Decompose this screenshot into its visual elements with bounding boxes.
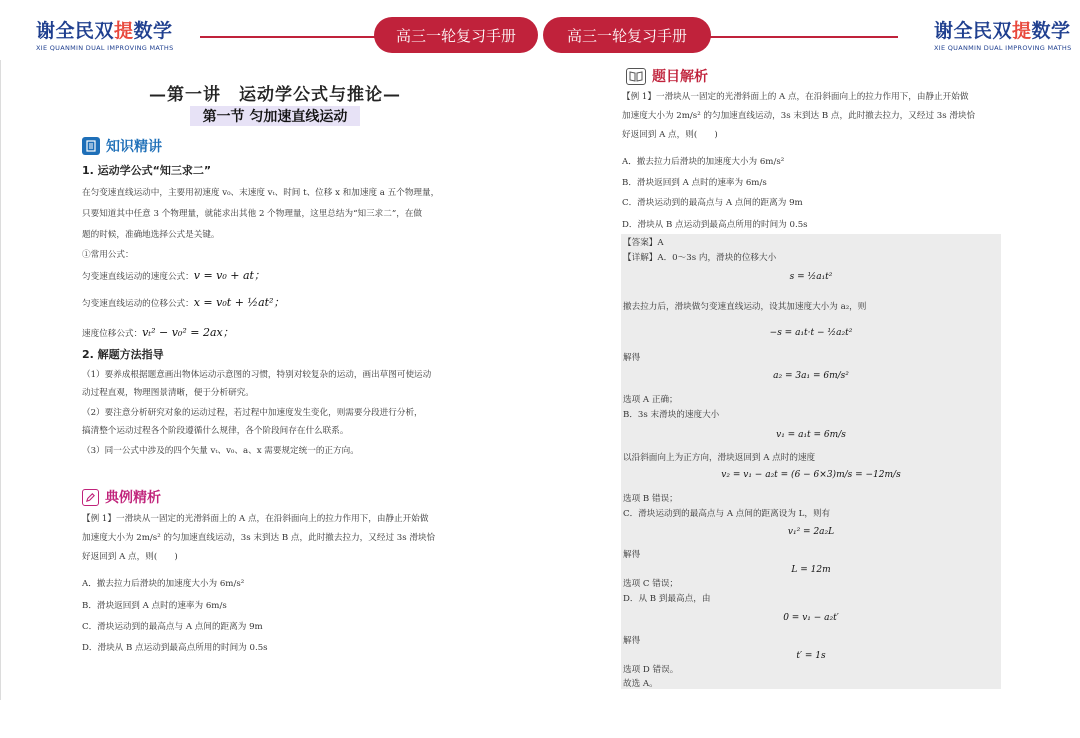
sub-heading-2: 2. 解题方法指导 — [82, 348, 164, 361]
header-banner-left: 高三一轮复习手册 — [374, 17, 538, 53]
logo-text-c: 数学 — [133, 20, 173, 42]
equation-9: t′ = 1s — [796, 651, 826, 661]
analysis-stem-line: 【例 1】一滑块从一固定的光滑斜面上的 A 点，在沿斜面向上的拉力作用下，由静止开始做 — [622, 92, 969, 102]
formula-expression: v = v₀ + at； — [193, 269, 265, 282]
analysis-line: C．滑块运动到的最高点与 A 点间的距离设为 L，则有 — [623, 509, 831, 519]
equation-4: v₁ = a₁t = 6m/s — [776, 430, 846, 440]
equation-7: L = 12m — [791, 565, 831, 575]
examples-heading — [82, 487, 161, 507]
equation-3: a₂ = 3a₁ = 6m/s² — [773, 371, 849, 381]
velocity-displacement-formula — [82, 324, 234, 340]
analysis-line: 选项 D 错误。 — [623, 665, 679, 675]
analysis-line: 以沿斜面向上为正方向，滑块返回到 A 点时的速度 — [623, 453, 816, 463]
example-stem-line: 加速度大小为 2m/s² 的匀加速直线运动，3s 末到达 B 点，此时撤去拉力，又经过 3s 滑块恰 — [82, 533, 436, 543]
section-title: 第一节 匀加速直线运动 — [190, 106, 360, 126]
paragraph-line: 只要知道其中任意 3 个物理量，就能求出其他 2 个物理量，这里总结为“知三求二”，在做 — [82, 209, 423, 219]
equation-6: v₁² = 2a₂L — [787, 527, 835, 537]
logo-subtitle: XIE QUANMIN DUAL IMPROVING MATHS — [934, 44, 1072, 52]
example-stem-line: 【例 1】一滑块从一固定的光滑斜面上的 A 点，在沿斜面向上的拉力作用下，由静止开始做 — [82, 514, 429, 524]
option-b: B．滑块返回到 A 点时的速率为 6m/s — [82, 601, 227, 611]
analysis-heading — [626, 66, 708, 86]
equation-5: v₂ = v₁ − a₂t = (6 − 6×3)m/s = −12m/s — [721, 470, 901, 480]
lecture-title: —第一讲 运动学公式与推论— — [149, 85, 401, 105]
analysis-line: 解得 — [623, 636, 641, 646]
paragraph-line: 题的时候，准确地选择公式是关键。 — [82, 230, 220, 240]
paragraph-line: 搞清整个运动过程各个阶段遵循什么规律，各个阶段间存在什么联系。 — [82, 426, 349, 436]
analysis-stem-line: 好返回到 A 点，则( ) — [622, 130, 718, 140]
analysis-line: 撤去拉力后，滑块做匀变速直线运动，设其加速度大小为 a₂，则 — [623, 302, 867, 312]
logo-text-a: 谢全民双 — [934, 20, 1013, 42]
document-icon — [82, 137, 100, 155]
analysis-line: 选项 C 错误； — [623, 579, 679, 589]
logo-text-a: 谢全民双 — [36, 20, 115, 42]
detail-line: 【详解】A．0～3s 内，滑块的位移大小 — [623, 253, 777, 263]
option-c: C．滑块运动到的最高点与 A 点间的距离为 9m — [622, 198, 803, 208]
option-d: D．滑块从 B 点运动到最高点所用的时间为 0.5s — [82, 643, 268, 653]
option-b: B．滑块返回到 A 点时的速率为 6m/s — [622, 178, 767, 188]
sub-heading-1: 1. 运动学公式“知三求二” — [82, 164, 212, 177]
brand-logo-left — [36, 16, 174, 52]
logo-text-c: 数学 — [1031, 20, 1071, 42]
common-formula-label: ①常用公式： — [82, 250, 134, 260]
logo-text-b: 提 — [1012, 20, 1032, 42]
equation-8: 0 = v₁ − a₂t′ — [783, 613, 839, 623]
paragraph-line: （3）同一公式中涉及的四个矢量 vₜ、v₀、a、x 需要规定统一的正方向。 — [82, 446, 359, 456]
equation-2: −s = a₁t·t − ½a₂t² — [769, 328, 853, 338]
option-a: A．撤去拉力后滑块的加速度大小为 6m/s² — [82, 579, 245, 589]
analysis-line: 选项 B 错误； — [623, 494, 678, 504]
analysis-line: 解得 — [623, 353, 641, 363]
paragraph-line: 在匀变速直线运动中，主要用初速度 v₀、末速度 vₜ、时间 t、位移 x 和加速度 a 五个物理量， — [82, 188, 440, 198]
header-rule-right — [708, 36, 898, 38]
formula-expression: vₜ² − v₀² = 2ax； — [142, 326, 234, 339]
brand-logo-right — [934, 16, 1072, 52]
logo-text-b: 提 — [114, 20, 134, 42]
paragraph-line: （1）要养成根据题意画出物体运动示意图的习惯，特别对较复杂的运动，画出草图可使运动 — [82, 370, 432, 380]
formula-label: 速度位移公式： — [82, 329, 143, 339]
analysis-line: 选项 A 正确； — [623, 395, 678, 405]
option-a: A．撤去拉力后滑块的加速度大小为 6m/s² — [622, 157, 785, 167]
analysis-line: D．从 B 到最高点，由 — [623, 594, 711, 604]
analysis-line: B．3s 末滑块的速度大小 — [623, 410, 720, 420]
answer-line: 【答案】A — [623, 238, 664, 248]
paragraph-line: （2）要注意分析研究对象的运动过程，若过程中加速度发生变化，则需要分段进行分析， — [82, 408, 423, 418]
book-icon — [626, 68, 646, 85]
page-edge — [0, 60, 1, 700]
example-stem-line: 好返回到 A 点，则( ) — [82, 552, 178, 562]
equation-1: s = ½a₁t² — [789, 272, 833, 282]
analysis-line: 解得 — [623, 550, 641, 560]
header-rule-left — [200, 36, 380, 38]
velocity-formula — [82, 267, 265, 283]
header-banner-right: 高三一轮复习手册 — [543, 17, 711, 53]
examples-heading-text: 典例精析 — [105, 490, 161, 506]
logo-subtitle: XIE QUANMIN DUAL IMPROVING MATHS — [36, 44, 174, 52]
option-c: C．滑块运动到的最高点与 A 点间的距离为 9m — [82, 622, 263, 632]
option-d: D．滑块从 B 点运动到最高点所用的时间为 0.5s — [622, 220, 808, 230]
knowledge-heading-text: 知识精讲 — [106, 139, 162, 155]
analysis-stem-line: 加速度大小为 2m/s² 的匀加速直线运动，3s 末到达 B 点，此时撤去拉力，又经过 3s 滑块恰 — [622, 111, 976, 121]
formula-label: 匀变速直线运动的速度公式： — [82, 272, 194, 282]
paragraph-line: 动过程直观，物理图景清晰，便于分析研究。 — [82, 388, 254, 398]
analysis-heading-text: 题目解析 — [652, 69, 708, 85]
displacement-formula — [82, 294, 284, 310]
pencil-icon — [82, 489, 99, 506]
formula-label: 匀变速直线运动的位移公式： — [82, 299, 194, 309]
knowledge-heading — [82, 136, 162, 156]
analysis-line: 故选 A。 — [623, 679, 658, 689]
formula-expression: x = v₀t + ½at²； — [193, 296, 285, 309]
